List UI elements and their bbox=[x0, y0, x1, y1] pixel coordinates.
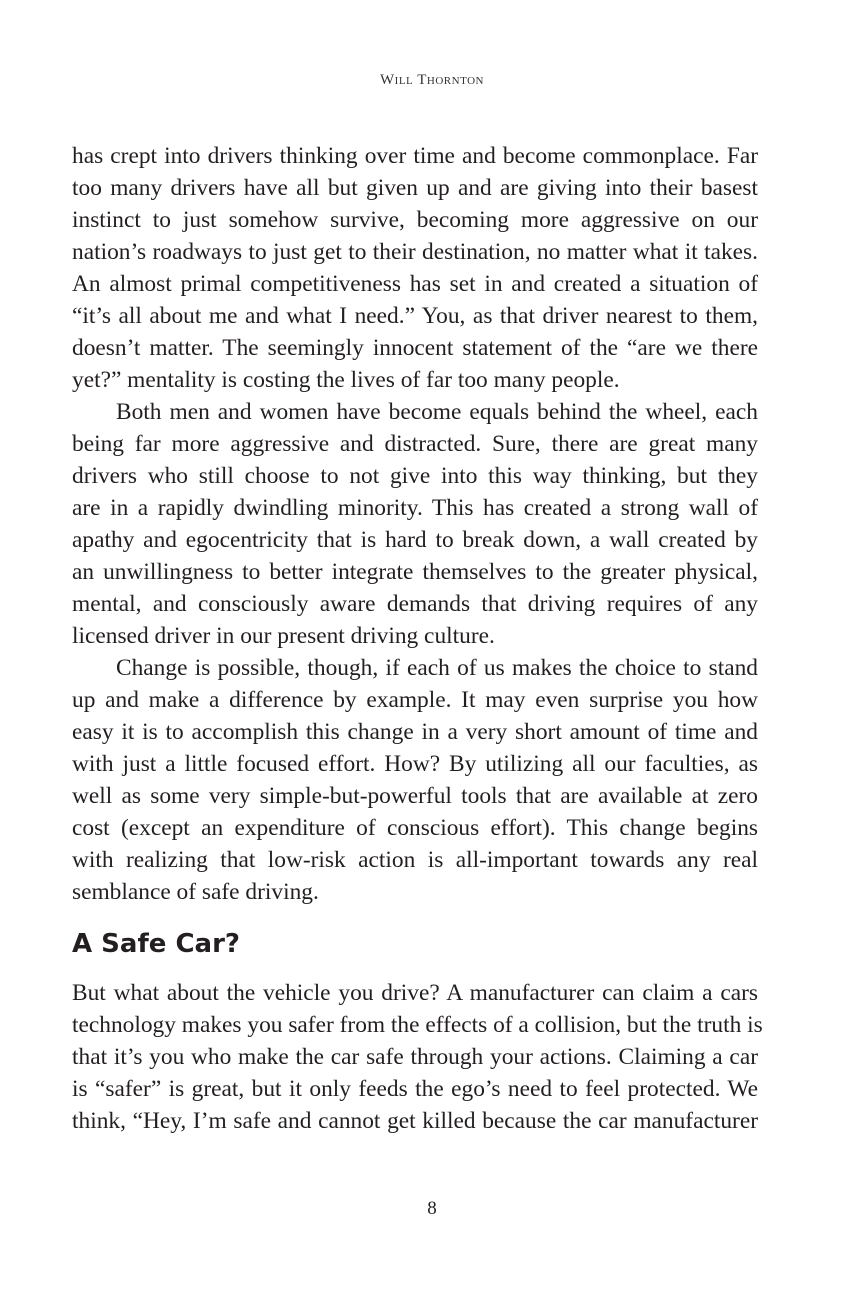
paragraph bbox=[72, 652, 758, 908]
paragraph bbox=[72, 140, 758, 396]
text-line: mental, and consciously aware demands that driving requires of any bbox=[72, 591, 758, 617]
text-line: think, “Hey, I’m safe and cannot get killed because the car manufacturer bbox=[72, 1108, 758, 1134]
text-line: well as some very simple-but-powerful tools that are available at zero bbox=[72, 783, 758, 809]
text-line: technology makes you safer from the effects of a collision, but the truth is bbox=[72, 1012, 763, 1038]
section-heading: A Safe Car? bbox=[72, 929, 240, 959]
text-line: licensed driver in our present driving culture. bbox=[72, 623, 495, 649]
text-line: too many drivers have all but given up and are giving into their basest bbox=[72, 175, 758, 201]
text-line: with just a little focused effort. How? By utilizing all our faculties, as bbox=[72, 751, 758, 777]
running-header: Will Thornton bbox=[380, 72, 484, 88]
text-line: An almost primal competitiveness has set in and created a situation of bbox=[72, 271, 758, 297]
text-line: that it’s you who make the car safe through your actions. Claiming a car bbox=[72, 1044, 758, 1070]
paragraph bbox=[72, 396, 758, 652]
text-line: semblance of safe driving. bbox=[72, 879, 319, 905]
text-line: is “safer” is great, but it only feeds the ego’s need to feel protected. We bbox=[72, 1076, 758, 1102]
text-line: easy it is to accomplish this change in a very short amount of time and bbox=[72, 719, 758, 745]
text-line: doesn’t matter. The seemingly innocent statement of the “are we there bbox=[72, 335, 758, 361]
text-line: nation’s roadways to just get to their destination, no matter what it takes. bbox=[72, 239, 758, 265]
text-line: has crept into drivers thinking over time and become commonplace. Far bbox=[72, 143, 758, 169]
text-line: apathy and egocentricity that is hard to break down, a wall created by bbox=[72, 527, 758, 553]
paragraph bbox=[72, 977, 763, 1137]
text-line: Both men and women have become equals behind the wheel, each bbox=[116, 399, 758, 425]
text-line: instinct to just somehow survive, becoming more aggressive on our bbox=[72, 207, 758, 233]
text-line: “it’s all about me and what I need.” You, as that driver nearest to them, bbox=[72, 303, 758, 329]
text-line: But what about the vehicle you drive? A manufacturer can claim a cars bbox=[72, 980, 758, 1006]
text-line: Change is possible, though, if each of us makes the choice to stand bbox=[116, 655, 758, 681]
text-line: with realizing that low-risk action is all-important towards any real bbox=[72, 847, 758, 873]
page-number: 8 bbox=[427, 1198, 437, 1219]
text-line: up and make a difference by example. It may even surprise you how bbox=[72, 687, 758, 713]
text-line: being far more aggressive and distracted. Sure, there are great many bbox=[72, 431, 758, 457]
text-line: are in a rapidly dwindling minority. This has created a strong wall of bbox=[72, 495, 758, 521]
text-line: cost (except an expenditure of conscious effort). This change begins bbox=[72, 815, 758, 841]
text-line: an unwillingness to better integrate themselves to the greater physical, bbox=[72, 559, 758, 585]
text-line: yet?” mentality is costing the lives of far too many people. bbox=[72, 367, 620, 393]
text-line: drivers who still choose to not give into this way thinking, but they bbox=[72, 463, 758, 489]
